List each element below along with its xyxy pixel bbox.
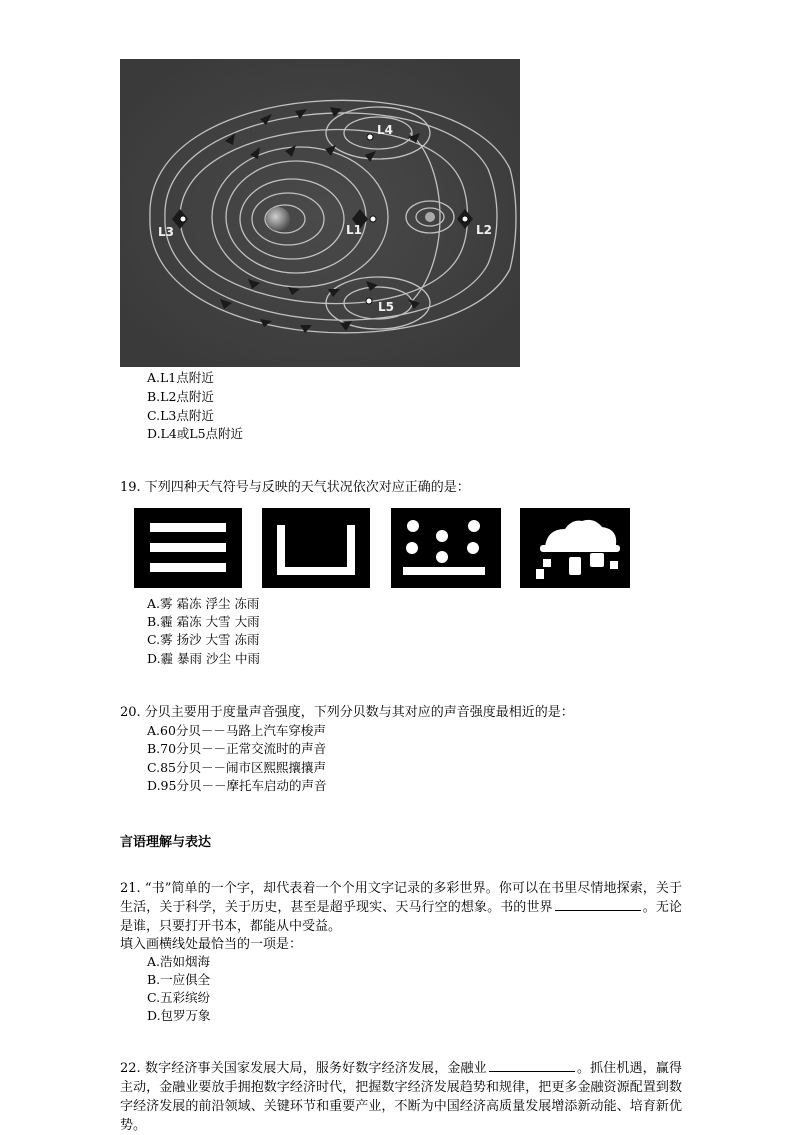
freezing-rain-symbol-icon bbox=[520, 508, 630, 588]
frost-symbol-icon bbox=[262, 508, 370, 588]
q21-option-b[interactable]: B.一应俱全 bbox=[147, 972, 211, 987]
q21-option-c[interactable]: C.五彩缤纷 bbox=[147, 990, 211, 1005]
q19-option-d[interactable]: D.霾 暴雨 沙尘 中雨 bbox=[147, 651, 260, 666]
label-l5: L5 bbox=[378, 300, 394, 314]
fog-symbol-icon bbox=[134, 508, 242, 588]
label-l2: L2 bbox=[476, 223, 492, 237]
q19-option-a[interactable]: A.雾 霜冻 浮尘 冻雨 bbox=[147, 596, 260, 611]
q22-text-before: 22. 数字经济事关国家发展大局，服务好数字经济发展，金融业 bbox=[120, 1061, 487, 1076]
q19-option-c[interactable]: C.雾 扬沙 大雪 冻雨 bbox=[147, 632, 260, 647]
q21-blank bbox=[555, 898, 641, 911]
q22-blank bbox=[489, 1059, 575, 1072]
q21-option-d[interactable]: D.包罗万象 bbox=[147, 1008, 211, 1023]
q22-stem bbox=[120, 1059, 682, 1135]
q22-text-after: 。抓住机遇，赢得主动，金融业要放手拥抱数字经济时代，把握数字经济发展趋势和规律，把更多金融资源配置到数字经济发展的前沿领域、关键环节和重要产业，不断为中国经济高质量发展增添新动能、培育新优势。 bbox=[120, 1061, 682, 1133]
q20-option-d[interactable]: D.95分贝－－摩托车启动的声音 bbox=[147, 778, 327, 793]
q20-option-a[interactable]: A.60分贝－－马路上汽车穿梭声 bbox=[147, 723, 326, 738]
q19-option-b[interactable]: B.霾 霜冻 大雪 大雨 bbox=[147, 614, 260, 629]
section-title: 言语理解与表达 bbox=[120, 835, 212, 850]
q21-text-before: 21. “书”简单的一个字，却代表着一个个用文字记录的多彩世界。你可以在书里尽情地探索，关于生活，关于科学，关于历史，甚至是超乎现实、天马行空的想象。书的世界 bbox=[120, 881, 682, 915]
q18-option-b[interactable]: B.L2点附近 bbox=[147, 389, 214, 404]
weather-symbols bbox=[120, 505, 632, 591]
q20-stem: 20. 分贝主要用于度量声音强度，下列分贝数与其对应的声音强度最相近的是： bbox=[120, 705, 574, 720]
q21-prompt: 填入画横线处最恰当的一项是： bbox=[120, 937, 303, 952]
q18-option-d[interactable]: D.L4或L5点附近 bbox=[147, 426, 244, 441]
lagrange-points-diagram bbox=[120, 59, 520, 367]
label-l3: L3 bbox=[158, 225, 174, 239]
q20-option-b[interactable]: B.70分贝－－正常交流时的声音 bbox=[147, 741, 327, 756]
label-l4: L4 bbox=[377, 123, 393, 137]
q18-option-a[interactable]: A.L1点附近 bbox=[147, 370, 214, 385]
q21-option-a[interactable]: A.浩如烟海 bbox=[147, 954, 211, 969]
q19-stem: 19. 下列四种天气符号与反映的天气状况依次对应正确的是： bbox=[120, 480, 470, 495]
label-l1: L1 bbox=[346, 223, 362, 237]
q18-option-c[interactable]: C.L3点附近 bbox=[147, 408, 214, 423]
q21-stem bbox=[120, 879, 682, 936]
snow-symbol-icon bbox=[391, 508, 501, 588]
q21-text-after: 。无论是谁，只要打开书本，都能从中受益。 bbox=[120, 900, 682, 934]
q20-option-c[interactable]: C.85分贝－－闹市区熙熙攘攘声 bbox=[147, 760, 326, 775]
